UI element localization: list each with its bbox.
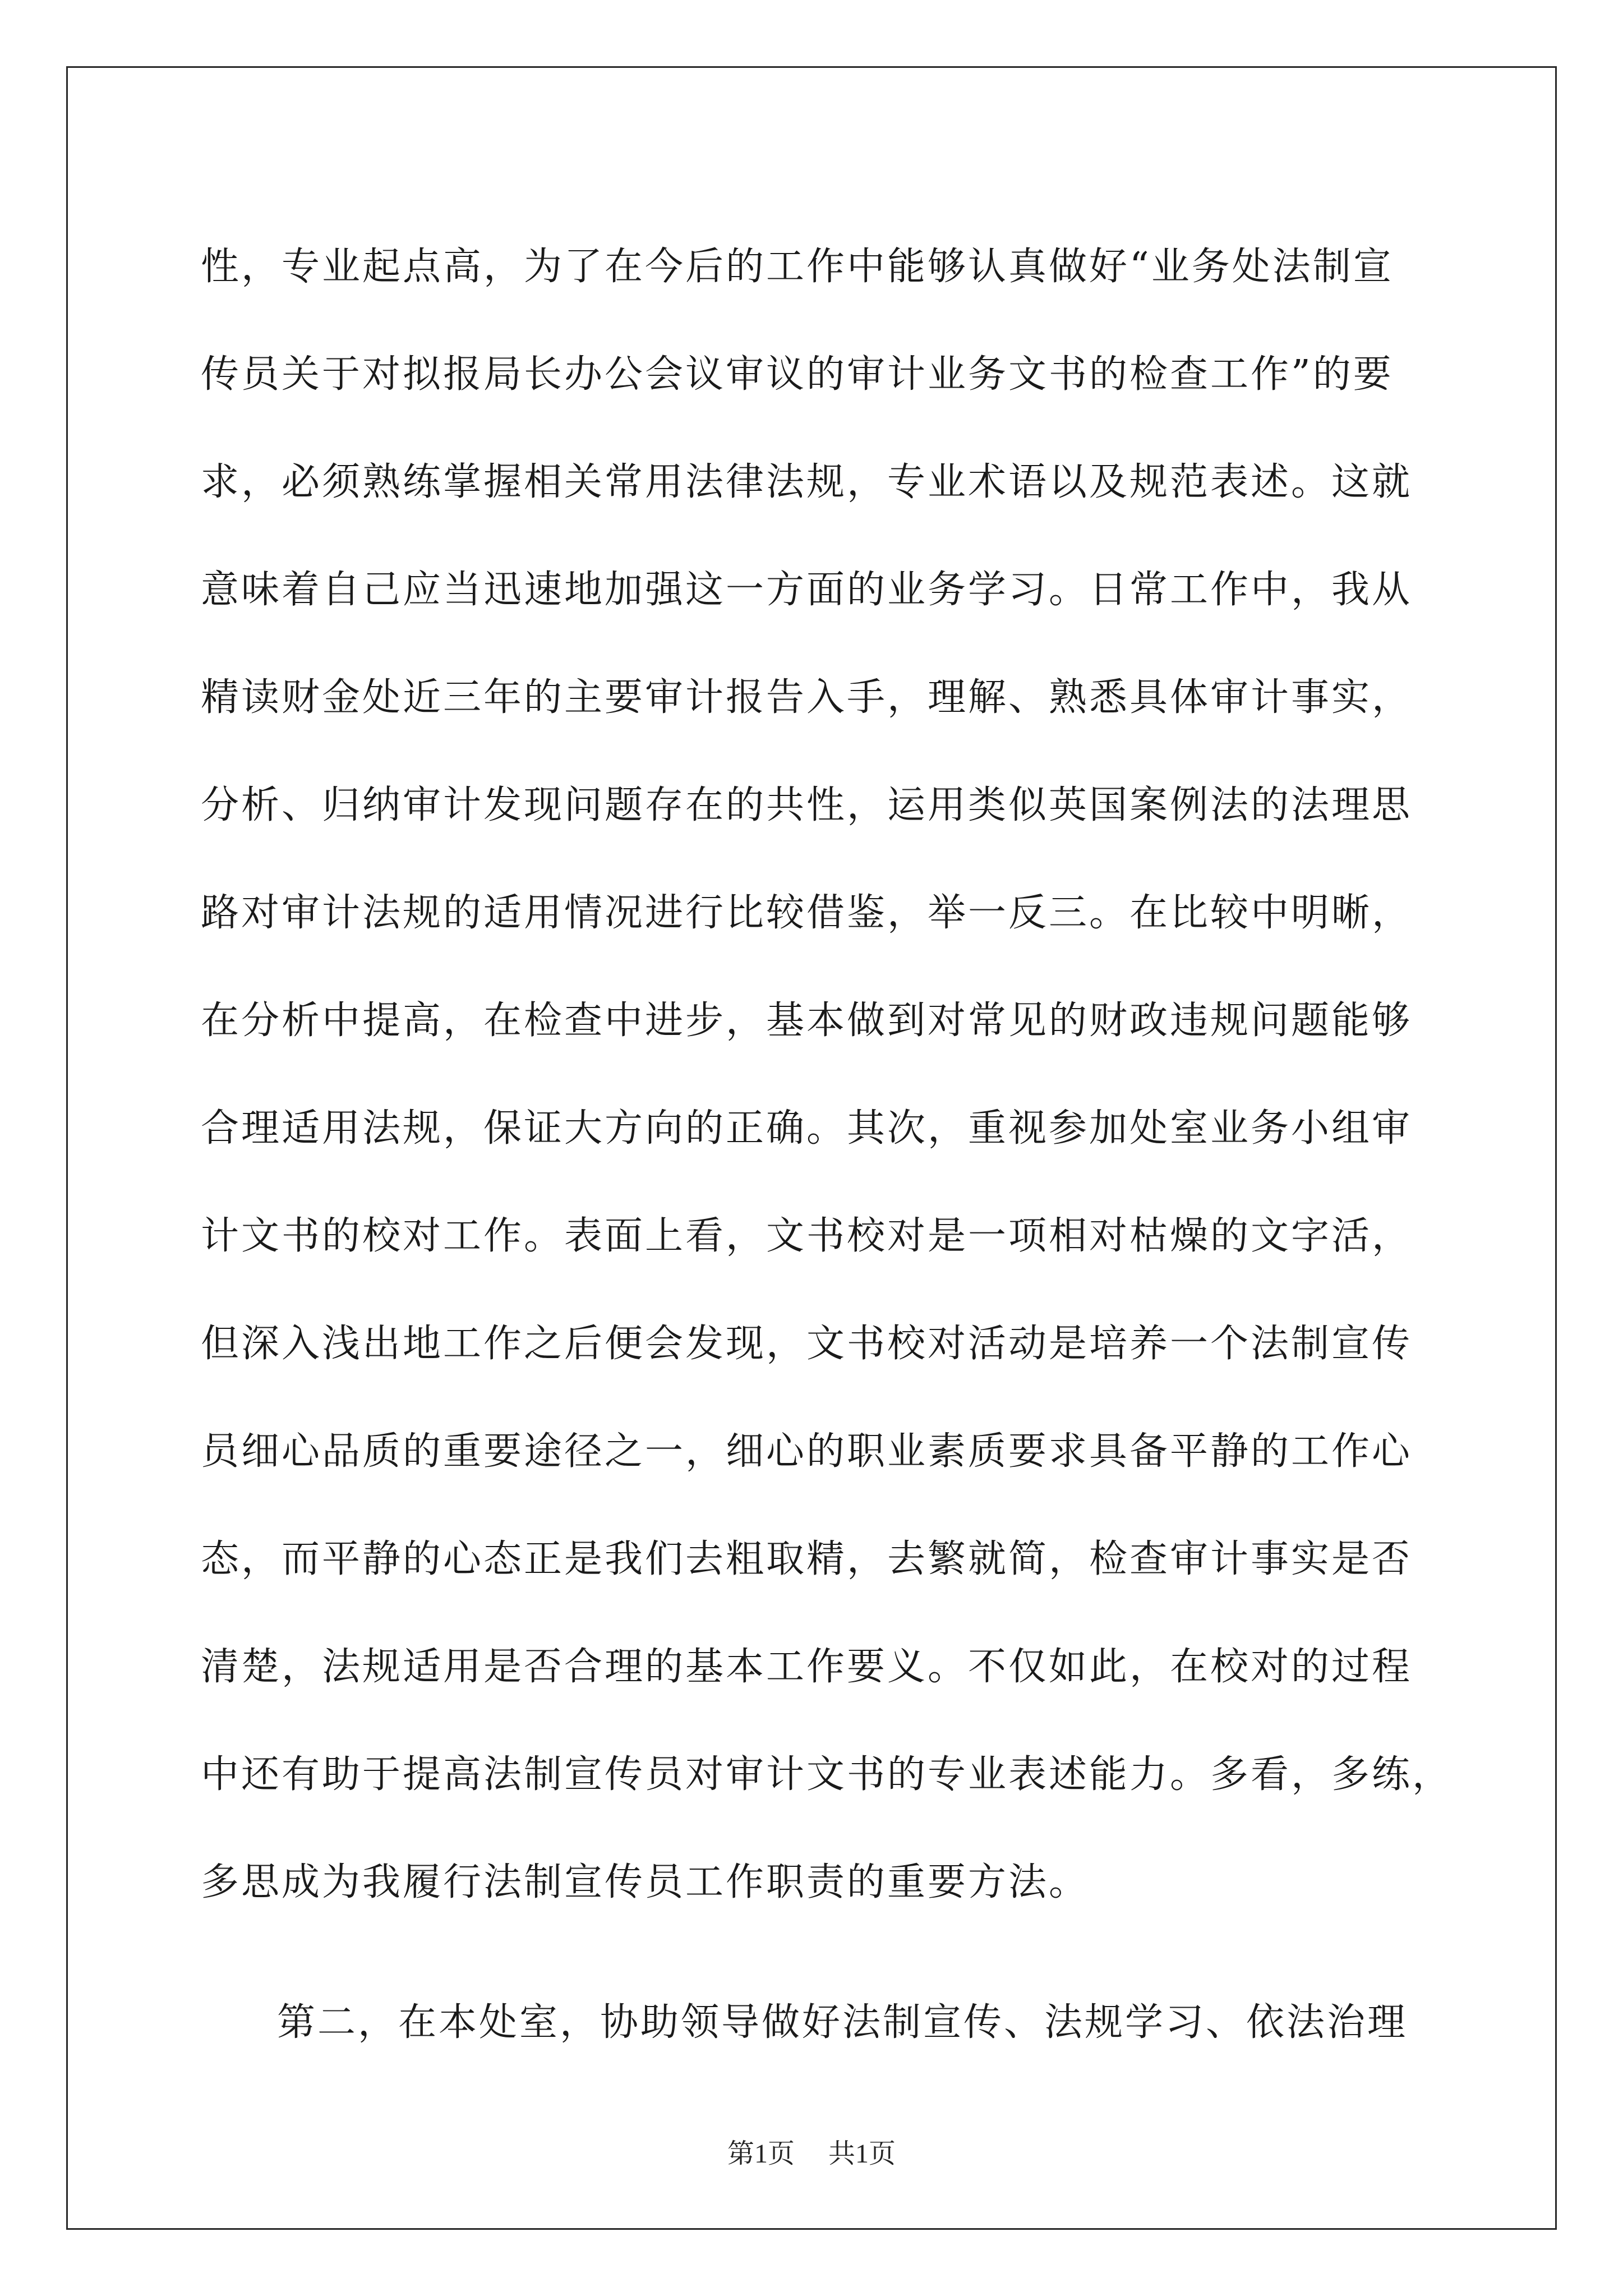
paragraph-2 bbox=[201, 1969, 1435, 2077]
text-line: 精读财金处近三年的主要审计报告入手，理解、熟悉具体审计事实， bbox=[201, 675, 1413, 720]
text-line: 第二，在本处室，协助领导做好法制宣传、法规学习、依法治理 bbox=[277, 2000, 1408, 2045]
text-line: 在分析中提高，在检查中进步，基本做到对常见的财政违规问题能够 bbox=[201, 999, 1413, 1043]
text-line: 但深入浅出地工作之后便会发现，文书校对活动是培养一个法制宣传 bbox=[201, 1322, 1413, 1366]
text-line: 传员关于对拟报局长办公会议审议的审计业务文书的检查工作”的要 bbox=[201, 352, 1394, 397]
text-line: 清楚，法规适用是否合理的基本工作要义。不仅如此，在校对的过程 bbox=[201, 1645, 1413, 1689]
text-line: 态，而平静的心态正是我们去粗取精，去繁就简，检查审计事实是否 bbox=[201, 1537, 1413, 1581]
text-line: 分析、归纳审计发现问题存在的共性，运用类似英国案例法的法理思 bbox=[201, 783, 1413, 827]
text-line: 中还有助于提高法制宣传员对审计文书的专业表述能力。多看，多练， bbox=[201, 1752, 1453, 1797]
text-line: 多思成为我履行法制宣传员工作职责的重要方法。 bbox=[201, 1860, 1090, 1904]
document-body bbox=[201, 213, 1453, 2077]
paragraph-1 bbox=[201, 213, 1453, 1936]
text-line: 员细心品质的重要途径之一，细心的职业素质要求具备平静的工作心 bbox=[201, 1429, 1413, 1474]
text-line: 求，必须熟练掌握相关常用法律法规，专业术语以及规范表述。这就 bbox=[201, 460, 1413, 504]
page-total: 共1页 bbox=[828, 2139, 896, 2169]
text-line: 性，专业起点高，为了在今后的工作中能够认真做好“业务处法制宣 bbox=[201, 245, 1394, 289]
text-line: 路对审计法规的适用情况进行比较借鉴，举一反三。在比较中明晰， bbox=[201, 891, 1413, 935]
text-line: 意味着自己应当迅速地加强这一方面的业务学习。日常工作中，我从 bbox=[201, 568, 1413, 612]
text-line: 计文书的校对工作。表面上看，文书校对是一项相对枯燥的文字活， bbox=[201, 1214, 1413, 1258]
page-footer bbox=[0, 2132, 1623, 2170]
text-line: 合理适用法规，保证大方向的正确。其次，重视参加处室业务小组审 bbox=[201, 1106, 1413, 1151]
page-number: 第1页 bbox=[727, 2139, 795, 2169]
paragraph-spacer bbox=[201, 1936, 1435, 1969]
